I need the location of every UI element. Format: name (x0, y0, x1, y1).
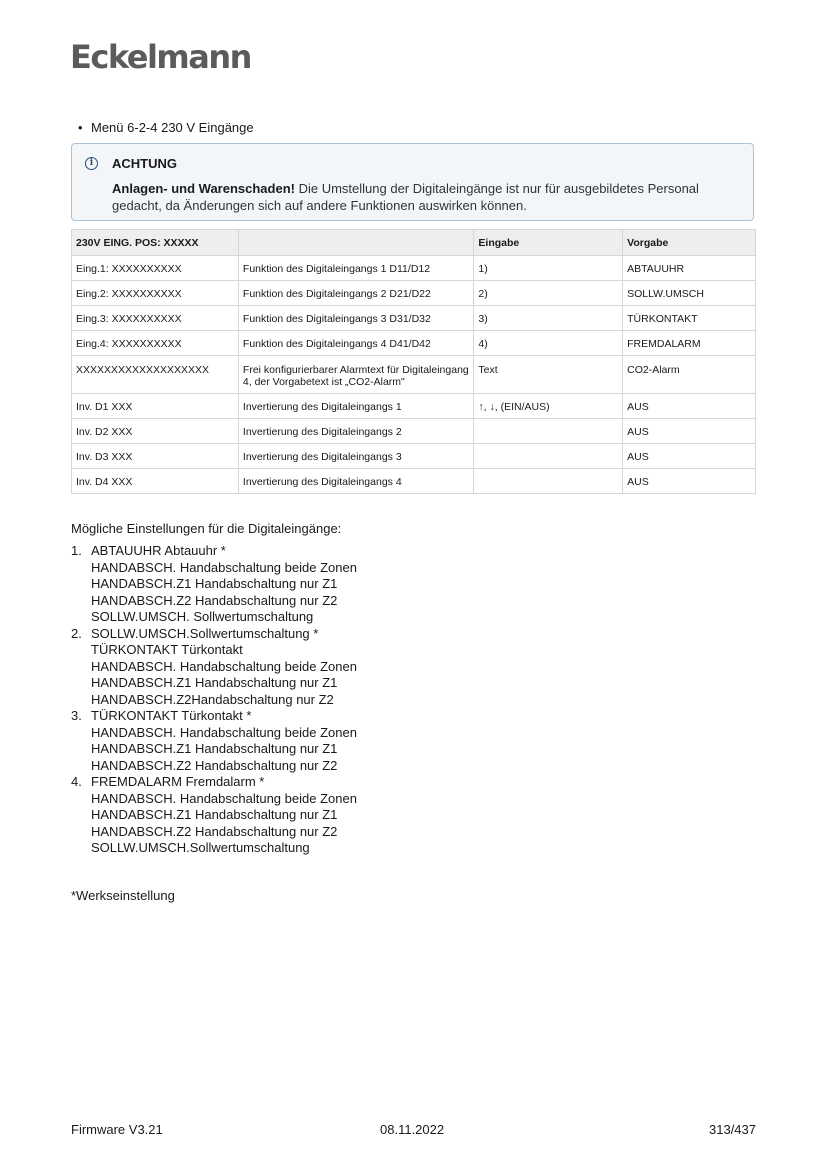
table-cell: Invertierung des Digitaleingangs 1 (238, 394, 474, 419)
settings-list (71, 543, 357, 857)
table-cell (474, 419, 623, 444)
table-cell: Funktion des Digitaleingangs 1 D11/D12 (238, 256, 474, 281)
table-cell (474, 469, 623, 494)
table-cell: Eing.3: XXXXXXXXXX (72, 306, 239, 331)
table-cell: XXXXXXXXXXXXXXXXXXX (72, 356, 239, 394)
menu-bullet-text: Menü 6-2-4 230 V Eingänge (91, 120, 254, 135)
notice-bold: Anlagen- und Warenschaden! (112, 181, 295, 196)
table-header: Vorgabe (623, 230, 756, 256)
table-row (72, 469, 756, 494)
menu-bullet (78, 120, 254, 135)
table-cell: Invertierung des Digitaleingangs 3 (238, 444, 474, 469)
setting-line: HANDABSCH.Z2 Handabschaltung nur Z2 (91, 592, 338, 608)
table-cell: Invertierung des Digitaleingangs 2 (238, 419, 474, 444)
footer-firmware: Firmware V3.21 (71, 1122, 163, 1137)
list-item (71, 543, 357, 626)
list-item (71, 708, 357, 774)
table-row (72, 256, 756, 281)
table-cell: Eing.4: XXXXXXXXXX (72, 331, 239, 356)
setting-line: FREMDALARM Fremdalarm * (91, 774, 265, 789)
table-header: 230V EING. POS: XXXXX (72, 230, 239, 256)
footnote: *Werkseinstellung (71, 888, 175, 903)
setting-line: HANDABSCH.Z1 Handabschaltung nur Z1 (91, 576, 338, 591)
table-cell: ABTAUUHR (623, 256, 756, 281)
setting-line: HANDABSCH. Handabschaltung beide Zonen (91, 790, 357, 806)
table-cell: Funktion des Digitaleingangs 4 D41/D42 (238, 331, 474, 356)
list-number: 2. (71, 625, 82, 641)
setting-line: HANDABSCH.Z1 Handabschaltung nur Z1 (91, 807, 338, 822)
table-cell: Inv. D2 XXX (72, 419, 239, 444)
table-cell: Funktion des Digitaleingangs 3 D31/D32 (238, 306, 474, 331)
table-cell: Inv. D3 XXX (72, 444, 239, 469)
table-row (72, 281, 756, 306)
notice-title: ACHTUNG (112, 156, 177, 171)
table-cell: Frei konfigurierbarer Alarmtext für Digitaleingang 4, der Vorgabetext ist „CO2-Alarm" (238, 356, 474, 394)
setting-line: ABTAUUHR Abtauuhr * (91, 543, 226, 558)
parameter-table (71, 229, 756, 494)
table-row (72, 331, 756, 356)
warning-notice (71, 143, 754, 221)
table-header (238, 230, 474, 256)
list-number: 4. (71, 774, 82, 789)
setting-line: SOLLW.UMSCH.Sollwertumschaltung * (91, 625, 319, 641)
list-number: 3. (71, 708, 82, 723)
list-item (71, 626, 357, 709)
table-cell: CO2-Alarm (623, 356, 756, 394)
setting-line: HANDABSCH. Handabschaltung beide Zonen (91, 658, 357, 674)
list-number: 1. (71, 543, 82, 558)
setting-line: TÜRKONTAKT Türkontakt * (91, 708, 252, 723)
table-row (72, 394, 756, 419)
setting-line: SOLLW.UMSCH.Sollwertumschaltung (91, 840, 310, 855)
info-icon: i (85, 157, 98, 170)
table-cell: SOLLW.UMSCH (623, 281, 756, 306)
table-cell: FREMDALARM (623, 331, 756, 356)
table-cell: ↑, ↓, (EIN/AUS) (474, 394, 623, 419)
table-cell: AUS (623, 419, 756, 444)
table-cell: Text (474, 356, 623, 394)
setting-line: HANDABSCH.Z2Handabschaltung nur Z2 (91, 691, 334, 707)
table-cell: TÜRKONTAKT (623, 306, 756, 331)
notice-body (112, 180, 744, 214)
table-header: Eingabe (474, 230, 623, 256)
eckelmann-logo: Eckelmann (70, 38, 251, 76)
table-cell: Invertierung des Digitaleingangs 4 (238, 469, 474, 494)
table-row (72, 306, 756, 331)
table-row (72, 444, 756, 469)
setting-line: HANDABSCH.Z1 Handabschaltung nur Z1 (91, 741, 338, 756)
table-cell (474, 444, 623, 469)
setting-line: HANDABSCH.Z2 Handabschaltung nur Z2 (91, 823, 338, 839)
table-cell: 2) (474, 281, 623, 306)
table-cell: 4) (474, 331, 623, 356)
table-cell: Inv. D1 XXX (72, 394, 239, 419)
table-cell: Eing.1: XXXXXXXXXX (72, 256, 239, 281)
list-item (71, 774, 357, 857)
setting-line: HANDABSCH.Z1 Handabschaltung nur Z1 (91, 675, 338, 690)
bullet-dot: • (78, 120, 83, 135)
table-cell: Funktion des Digitaleingangs 2 D21/D22 (238, 281, 474, 306)
settings-intro: Mögliche Einstellungen für die Digitaleingänge: (71, 521, 342, 536)
table-row (72, 356, 756, 394)
footer-page-number: 313/437 (709, 1122, 756, 1137)
table-cell: 1) (474, 256, 623, 281)
table-cell: Inv. D4 XXX (72, 469, 239, 494)
footer-date: 08.11.2022 (380, 1122, 445, 1137)
notice-text: Die Umstellung der Digitaleingänge ist nur für ausgebildetes Personal gedacht, da Änderungen sich auf andere Funktionen auswirken können. (112, 181, 699, 213)
setting-line: HANDABSCH.Z2 Handabschaltung nur Z2 (91, 757, 338, 773)
table-cell: AUS (623, 469, 756, 494)
setting-line: HANDABSCH. Handabschaltung beide Zonen (91, 724, 357, 740)
table-cell: AUS (623, 394, 756, 419)
table-cell: AUS (623, 444, 756, 469)
table-header-row (72, 230, 756, 256)
setting-line: TÜRKONTAKT Türkontakt (91, 642, 243, 657)
setting-line: SOLLW.UMSCH. Sollwertumschaltung (91, 609, 314, 624)
table-cell: Eing.2: XXXXXXXXXX (72, 281, 239, 306)
table-row (72, 419, 756, 444)
setting-line: HANDABSCH. Handabschaltung beide Zonen (91, 559, 357, 575)
table-cell: 3) (474, 306, 623, 331)
